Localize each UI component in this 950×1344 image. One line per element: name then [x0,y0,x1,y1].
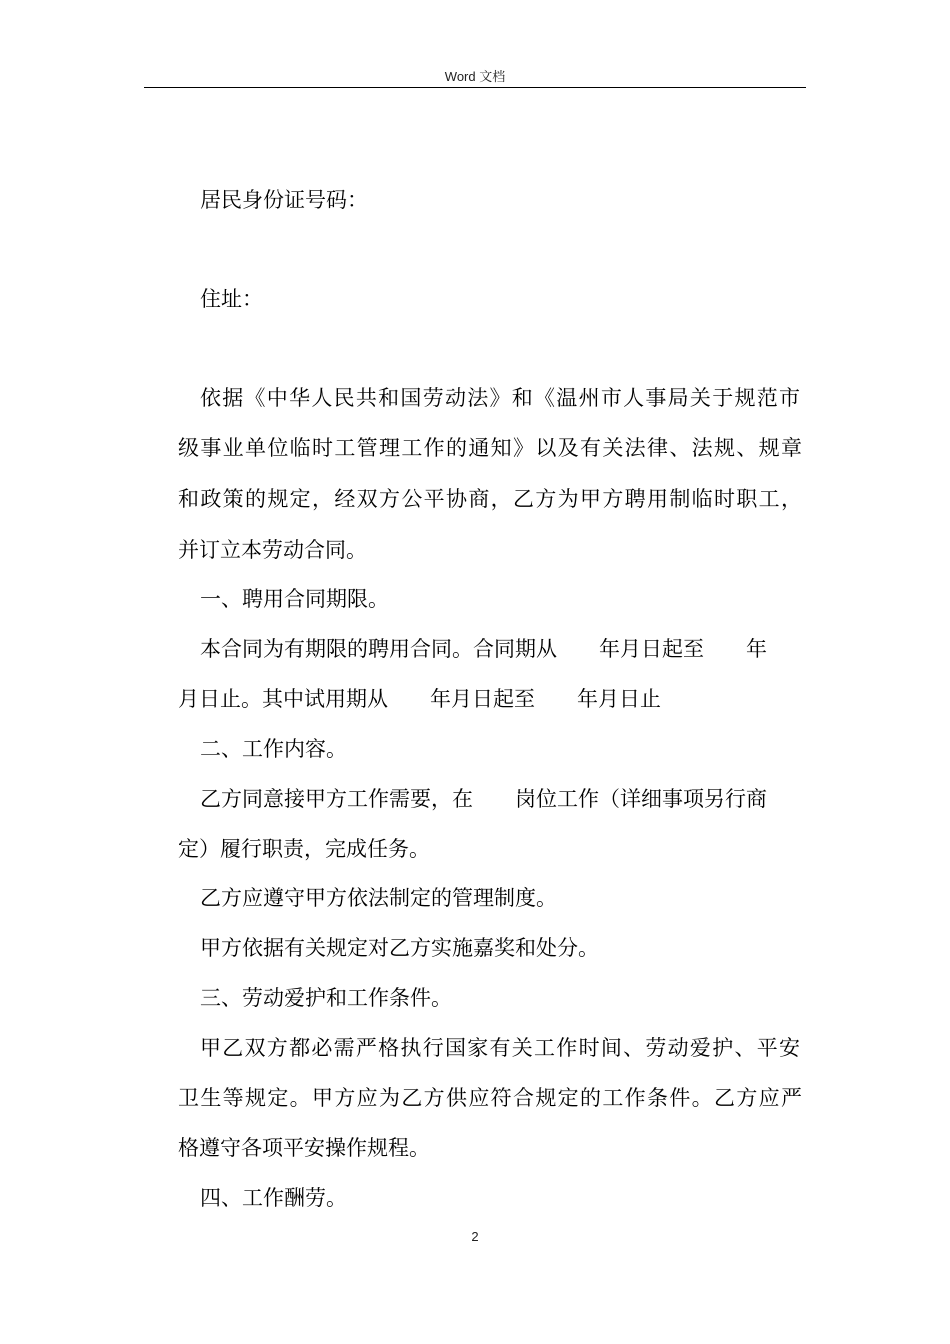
section3-heading: 三、劳动爱护和工作条件。 [200,986,452,1010]
section2-line-4: 甲方依据有关规定对乙方实施嘉奖和处分。 [200,936,599,960]
section2-line-1-part-b: 岗位工作（详细事项另行商 [515,787,767,811]
section2-line-1 [200,784,802,814]
section1-line-1-part-c: 年 [746,637,767,661]
header-title: Word 文档 [444,69,506,84]
intro-line-4: 并订立本劳动合同。 [178,538,367,562]
section2-line-1-part-a: 乙方同意接甲方工作需要，在 [200,787,473,811]
section2-line-3: 乙方应遵守甲方依法制定的管理制度。 [200,886,557,910]
address-label: 住址： [200,287,263,311]
section1-line-1-part-a: 本合同为有期限的聘用合同。合同期从 [200,637,557,661]
section1-line-1-part-b: 年月日起至 [599,637,704,661]
section1-line-2 [178,684,808,714]
section3-line-2: 卫生等规定。甲方应为乙方供应符合规定的工作条件。乙方应严 [178,1086,802,1110]
page-number: 2 [471,1229,479,1244]
section3-line-1: 甲乙双方都必需严格执行国家有关工作时间、劳动爱护、平安 [200,1036,800,1060]
section2-heading: 二、工作内容。 [200,737,347,761]
section3-line-3: 格遵守各项平安操作规程。 [178,1136,430,1160]
header-divider [144,87,806,88]
section1-line-2-part-c: 年月日止 [577,687,661,711]
intro-line-2: 级事业单位临时工管理工作的通知》以及有关法律、法规、规章 [178,436,802,460]
section1-line-2-part-b: 年月日起至 [430,687,535,711]
intro-line-3: 和政策的规定，经双方公平协商，乙方为甲方聘用制临时职工， [178,487,802,511]
section1-heading: 一、聘用合同期限。 [200,587,389,611]
section1-line-1 [200,634,802,664]
section1-line-2-part-a: 月日止。其中试用期从 [178,687,388,711]
id-number-label: 居民身份证号码： [200,188,368,212]
section4-heading: 四、工作酬劳。 [200,1186,347,1210]
intro-line-1: 依据《中华人民共和国劳动法》和《温州市人事局关于规范市 [200,386,800,410]
section2-line-2: 定）履行职责，完成任务。 [178,837,430,861]
